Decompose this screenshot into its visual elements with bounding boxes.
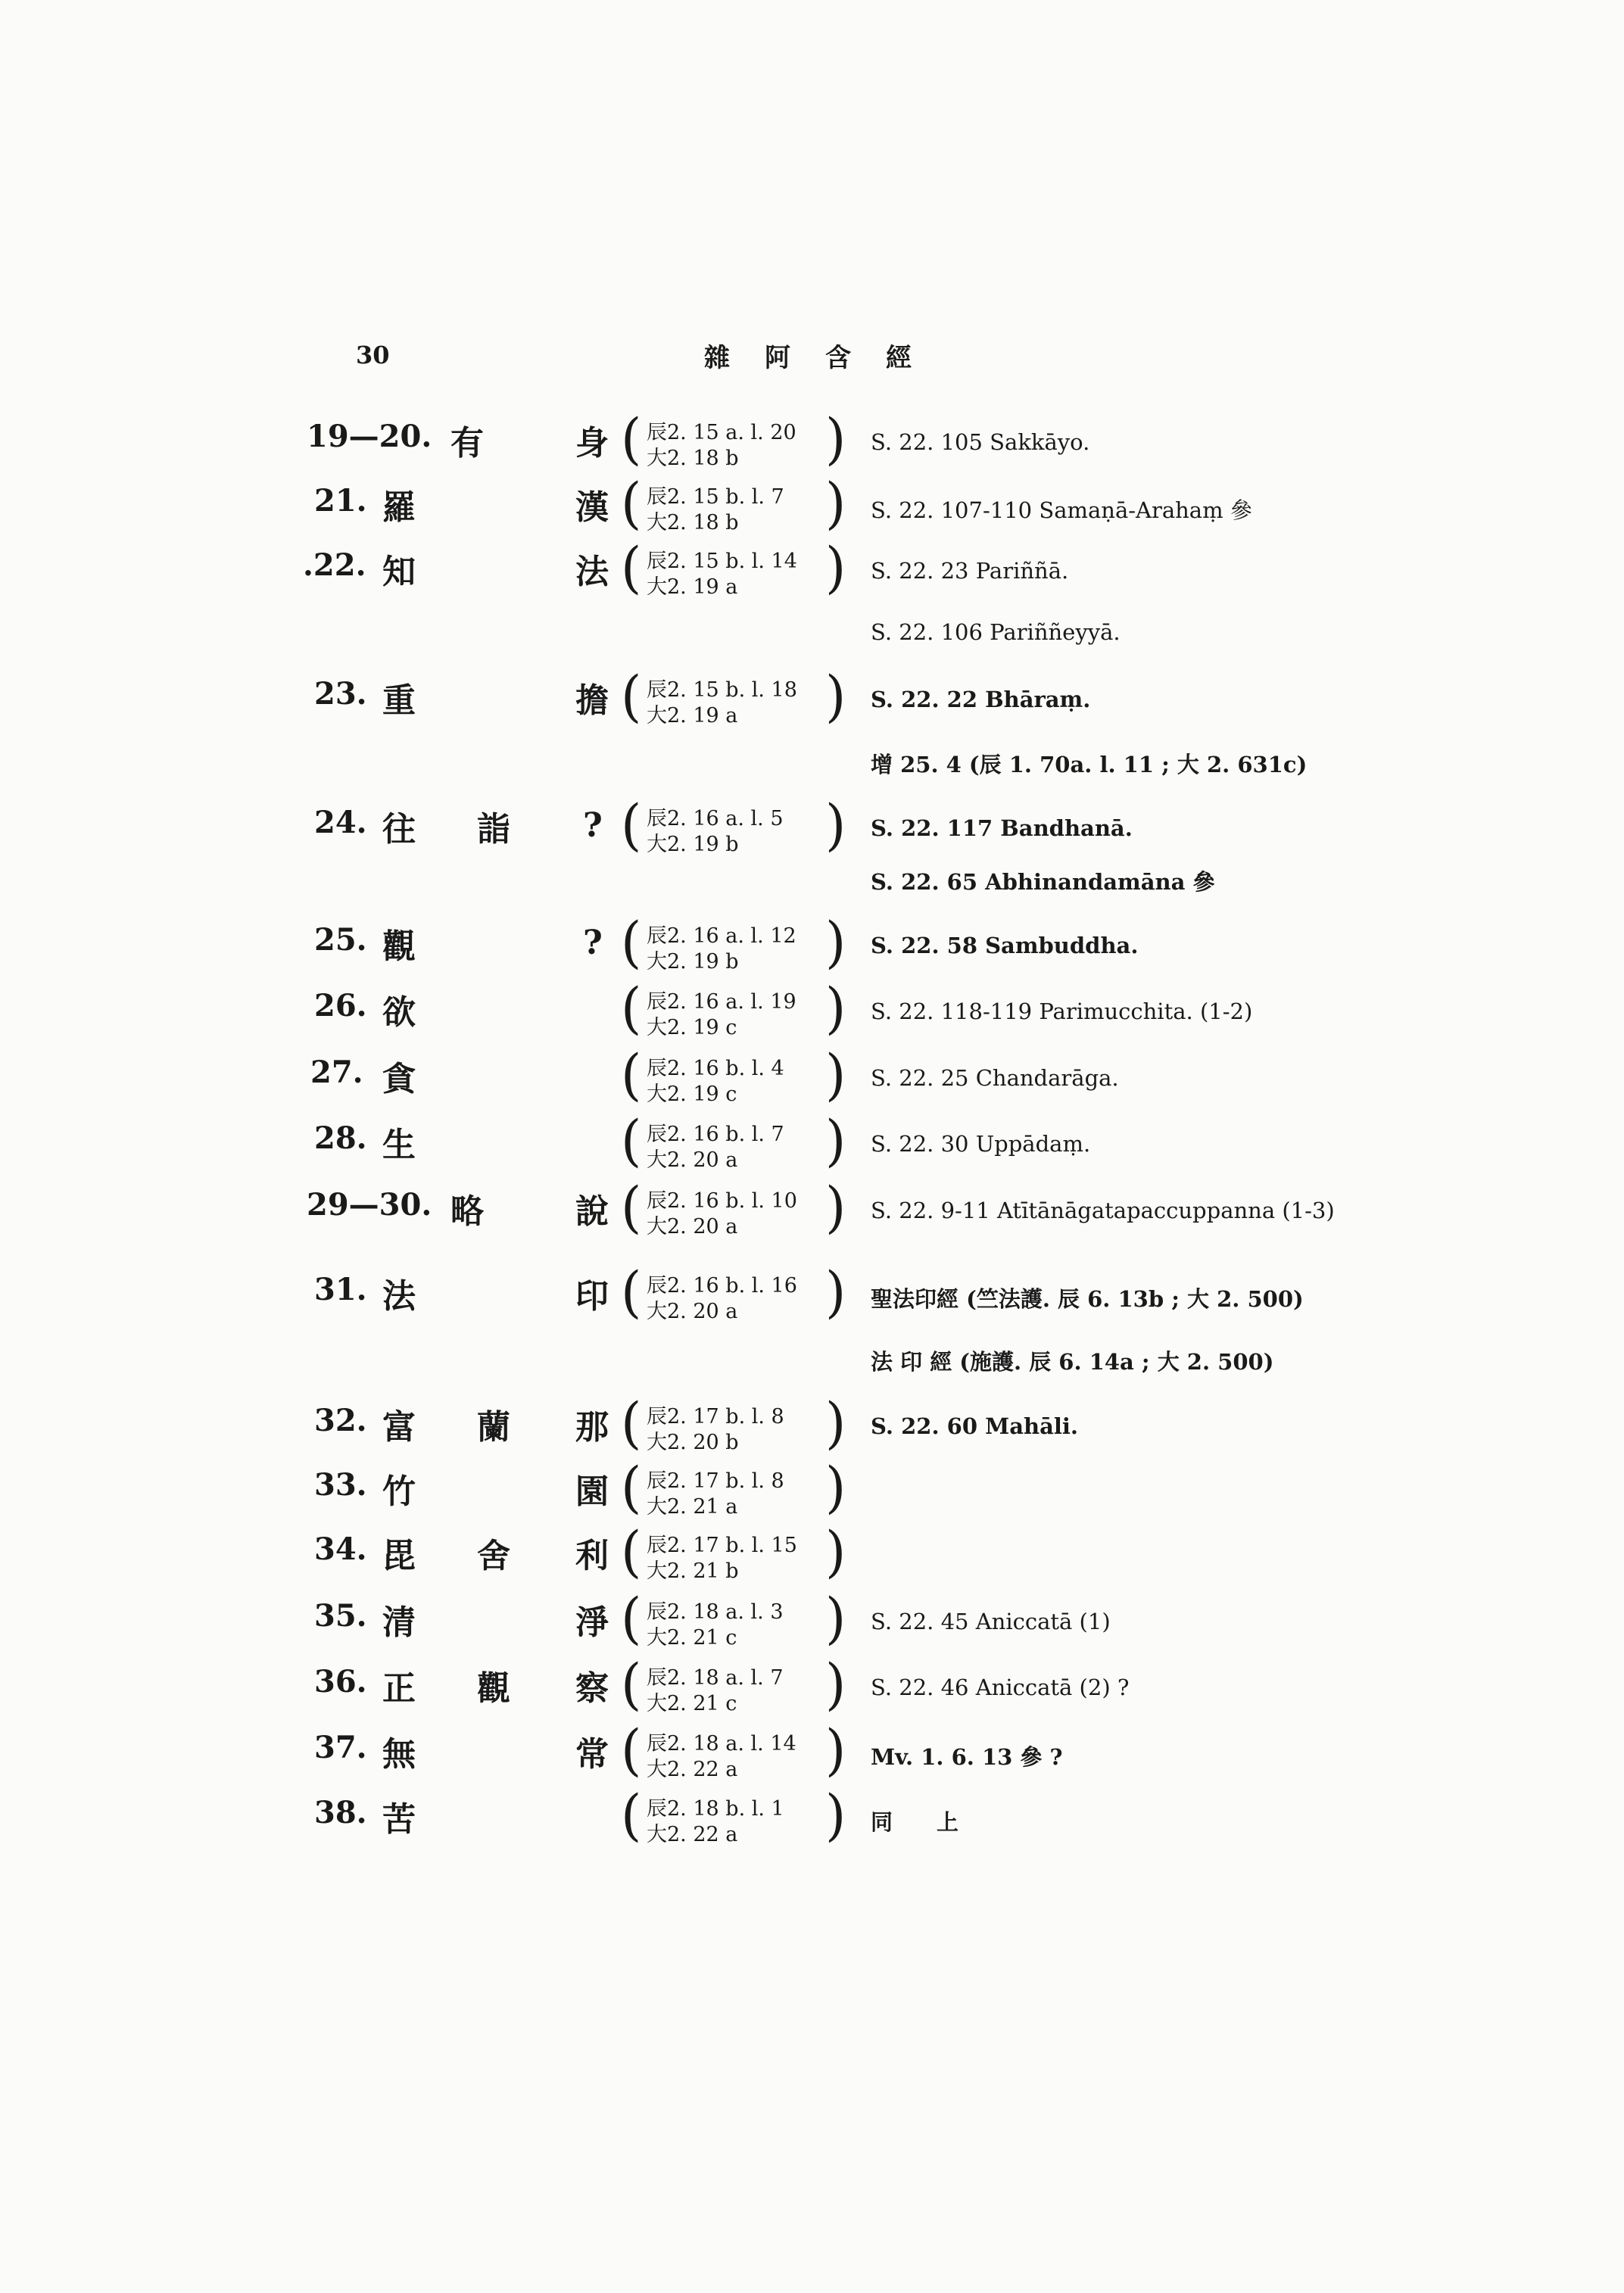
pali-parallel: Mv. 1. 6. 13 參 ? [871,1744,1063,1770]
reference-chen: 辰2. 18 a. l. 3 [647,1600,784,1624]
additional-parallel: S. 22. 65 Abhinandamāna 參 [871,869,1215,895]
reference-taisho: 大2. 18 b [647,511,739,534]
reference-chen: 辰2. 17 b. l. 8 [647,1405,784,1428]
reference-taisho: 大2. 20 a [647,1215,738,1238]
entry-number: 27. [310,1055,363,1090]
reference-chen: 辰2. 18 a. l. 7 [647,1666,784,1690]
reference-taisho: 大2. 18 b [647,447,739,470]
entry-number: 36. [314,1664,367,1699]
reference-block [621,975,848,1042]
right-paren: ) [825,1782,846,1849]
left-paren: ( [621,1717,642,1784]
pali-parallel: S. 22. 46 Aniccatā (2) ? [871,1675,1130,1700]
left-paren: ( [621,909,642,976]
entry-number: 32. [314,1403,367,1438]
reference-chen: 辰2. 15 b. l. 14 [647,550,797,573]
reference-chen: 辰2. 16 a. l. 12 [647,924,796,948]
entry-number: 24. [314,805,367,840]
reference-taisho: 大2. 21 c [647,1626,737,1650]
additional-parallel: 法 印 經 (施護. 辰 6. 14a ; 大 2. 500) [871,1349,1274,1375]
reference-block [621,534,848,602]
entry-number: 21. [314,483,367,519]
entry-number: 37. [314,1730,367,1765]
reference-taisho: 大2. 20 a [647,1300,738,1323]
page-number: 30 [356,341,390,369]
pali-parallel: S. 22. 60 Mahāli. [871,1413,1078,1439]
sutra-title-char-1: 羅 [382,488,416,527]
reference-taisho: 大2. 19 b [647,833,739,856]
pali-parallel: S. 22. 117 Bandhanā. [871,815,1133,841]
reference-block [621,1717,848,1784]
entry-number: 34. [314,1531,367,1567]
entry-number: 28. [314,1120,367,1156]
pali-parallel: S. 22. 25 Chandarāga. [871,1065,1119,1091]
reference-chen: 辰2. 17 b. l. 15 [647,1534,797,1557]
reference-block [621,1651,848,1718]
sutra-title-char-3: 身 [575,424,609,463]
reference-chen: 辰2. 16 b. l. 16 [647,1274,797,1298]
pali-parallel: S. 22. 118-119 Parimucchita. (1-2) [871,999,1253,1024]
entry-row [0,1782,1624,1849]
entry-row [0,470,1624,537]
reference-chen: 辰2. 18 a. l. 14 [647,1732,796,1756]
right-paren: ) [825,1585,846,1652]
reference-chen: 辰2. 16 b. l. 7 [647,1123,784,1146]
left-paren: ( [621,1651,642,1718]
reference-block [621,909,848,977]
entry-row [0,1108,1624,1175]
left-paren: ( [621,534,642,601]
reference-taisho: 大2. 19 c [647,1083,737,1106]
reference-taisho: 大2. 21 b [647,1559,739,1583]
left-paren: ( [621,1108,642,1174]
entry-number: 33. [314,1467,367,1503]
sutra-title-char-1: 貪 [382,1060,416,1098]
right-paren: ) [825,1717,846,1784]
right-paren: ) [825,1454,846,1521]
reference-block [621,663,848,731]
reference-taisho: 大2. 19 a [647,704,738,727]
sutra-title-char-1: 竹 [382,1472,416,1511]
left-paren: ( [621,975,642,1042]
pali-parallel: S. 22. 30 Uppādaṃ. [871,1131,1091,1157]
entry-row [0,975,1624,1042]
sutra-title-char-1: 生 [382,1126,416,1164]
reference-block [621,1174,848,1242]
entry-number: 38. [314,1795,367,1830]
right-paren: ) [825,663,846,730]
right-paren: ) [825,1519,846,1585]
left-paren: ( [621,792,642,858]
left-paren: ( [621,470,642,537]
reference-chen: 辰2. 18 b. l. 1 [647,1797,784,1821]
entry-number: 26. [314,988,367,1023]
pali-parallel: S. 22. 9-11 Atītānāgatapaccuppanna (1-3) [871,1198,1335,1223]
sutra-title-char-3: 淨 [575,1603,609,1642]
pali-parallel: S. 22. 45 Aniccatā (1) [871,1609,1111,1634]
left-paren: ( [621,1454,642,1521]
parallel-ditto: 同 上 [871,1809,959,1835]
reference-block [621,406,848,473]
entry-row [0,1585,1624,1653]
reference-block [621,1042,848,1109]
left-paren: ( [621,663,642,730]
reference-taisho: 大2. 19 c [647,1016,737,1039]
sutra-title-char-2: 舍 [477,1537,510,1575]
sutra-title-char-3: 法 [575,553,609,591]
sutra-title-char-3: 常 [575,1735,609,1774]
entry-row [0,534,1624,602]
sutra-title-char-1: 知 [382,553,416,591]
left-paren: ( [621,1585,642,1652]
reference-taisho: 大2. 21 c [647,1692,737,1715]
page-title: 雜阿含經 [704,343,946,373]
pali-parallel: S. 22. 23 Pariññā. [871,558,1069,584]
reference-block [621,1454,848,1522]
sutra-title-char-1: 富 [382,1408,416,1447]
sutra-title-char-1: 苦 [382,1800,416,1839]
reference-taisho: 大2. 20 a [647,1148,738,1172]
left-paren: ( [621,1390,642,1456]
reference-taisho: 大2. 22 a [647,1758,738,1781]
sutra-title-char-2: 觀 [477,1669,510,1708]
entry-row [0,1454,1624,1522]
reference-chen: 辰2. 16 a. l. 19 [647,990,796,1014]
pali-parallel: S. 22. 22 Bhāraṃ. [871,687,1091,712]
left-paren: ( [621,1042,642,1108]
reference-chen: 辰2. 16 a. l. 5 [647,807,784,830]
sutra-title-char-1: 正 [382,1669,416,1708]
sutra-title-char-1: 清 [382,1603,416,1642]
left-paren: ( [621,1782,642,1849]
reference-taisho: 大2. 19 b [647,950,739,974]
sutra-title-char-2: 蘭 [477,1408,510,1447]
entry-number: 19—20. [307,419,432,454]
entry-row [0,1390,1624,1457]
sutra-title-char-1: 觀 [382,927,416,966]
reference-block [621,1108,848,1175]
right-paren: ) [825,1390,846,1456]
reference-taisho: 大2. 20 b [647,1431,739,1454]
sutra-title-char-1: 有 [450,424,484,463]
right-paren: ) [825,975,846,1042]
chinese-parallel: 聖法印經 (竺法護. 辰 6. 13b ; 大 2. 500) [871,1286,1304,1312]
reference-block [621,1782,848,1849]
left-paren: ( [621,406,642,472]
entry-row [0,1259,1624,1326]
pali-parallel: S. 22. 105 Sakkāyo. [871,429,1090,455]
sutra-title-char-1: 毘 [382,1537,416,1575]
right-paren: ) [825,470,846,537]
right-paren: ) [825,1042,846,1108]
sutra-title-char-1: 法 [382,1277,416,1316]
right-paren: ) [825,534,846,601]
sutra-title-char-1: 略 [450,1192,484,1231]
reference-block [621,1390,848,1457]
reference-block [621,1585,848,1653]
sutra-title-char-2: 詣 [477,810,510,849]
pali-parallel: S. 22. 107-110 Samaṇā-Arahaṃ 參 [871,497,1252,523]
reference-taisho: 大2. 22 a [647,1823,738,1846]
reference-chen: 辰2. 17 b. l. 8 [647,1469,784,1493]
uncertain-mark: ? [583,924,603,962]
left-paren: ( [621,1259,642,1326]
reference-chen: 辰2. 15 a. l. 20 [647,421,796,444]
reference-block [621,792,848,859]
reference-taisho: 大2. 19 a [647,575,738,599]
sutra-title-char-1: 重 [382,681,416,720]
entry-row [0,406,1624,473]
reference-chen: 辰2. 16 b. l. 10 [647,1189,797,1213]
sutra-title-char-3: 察 [575,1669,609,1708]
left-paren: ( [621,1519,642,1585]
reference-block [621,470,848,537]
entry-number: 29—30. [307,1187,432,1223]
sutra-title-char-3: 園 [575,1472,609,1511]
reference-chen: 辰2. 15 b. l. 7 [647,485,784,509]
reference-chen: 辰2. 16 b. l. 4 [647,1057,784,1080]
pali-parallel: S. 22. 58 Sambuddha. [871,933,1139,958]
reference-taisho: 大2. 21 a [647,1495,738,1519]
right-paren: ) [825,1651,846,1718]
right-paren: ) [825,1174,846,1241]
sutra-title-char-3: 利 [575,1537,609,1575]
additional-parallel: S. 22. 106 Pariññeyyā. [871,619,1121,645]
entry-number: 35. [314,1598,367,1634]
additional-parallel: 增 25. 4 (辰 1. 70a. l. 11 ; 大 2. 631c) [871,752,1308,777]
entry-number: .22. [303,547,366,583]
entry-row [0,1717,1624,1784]
sutra-title-char-3: 漢 [575,488,609,527]
uncertain-mark: ? [583,806,603,845]
sutra-title-char-3: 擔 [575,681,609,720]
right-paren: ) [825,1259,846,1326]
left-paren: ( [621,1174,642,1241]
entry-number: 31. [314,1272,367,1307]
right-paren: ) [825,909,846,976]
sutra-title-char-1: 無 [382,1735,416,1774]
reference-block [621,1519,848,1586]
right-paren: ) [825,406,846,472]
entry-row [0,1651,1624,1718]
entry-row [0,909,1624,977]
reference-block [621,1259,848,1326]
entry-number: 25. [314,922,367,958]
sutra-title-char-1: 往 [382,810,416,849]
right-paren: ) [825,792,846,858]
entry-row [0,1042,1624,1109]
entry-row [0,792,1624,859]
sutra-title-char-3: 那 [575,1408,609,1447]
entry-row [0,663,1624,731]
entry-row [0,1174,1624,1242]
sutra-title-char-1: 欲 [382,993,416,1032]
reference-chen: 辰2. 15 b. l. 18 [647,678,797,702]
entry-number: 23. [314,676,367,712]
sutra-title-char-3: 說 [575,1192,609,1231]
sutra-title-char-3: 印 [575,1277,609,1316]
entry-row [0,1519,1624,1586]
right-paren: ) [825,1108,846,1174]
